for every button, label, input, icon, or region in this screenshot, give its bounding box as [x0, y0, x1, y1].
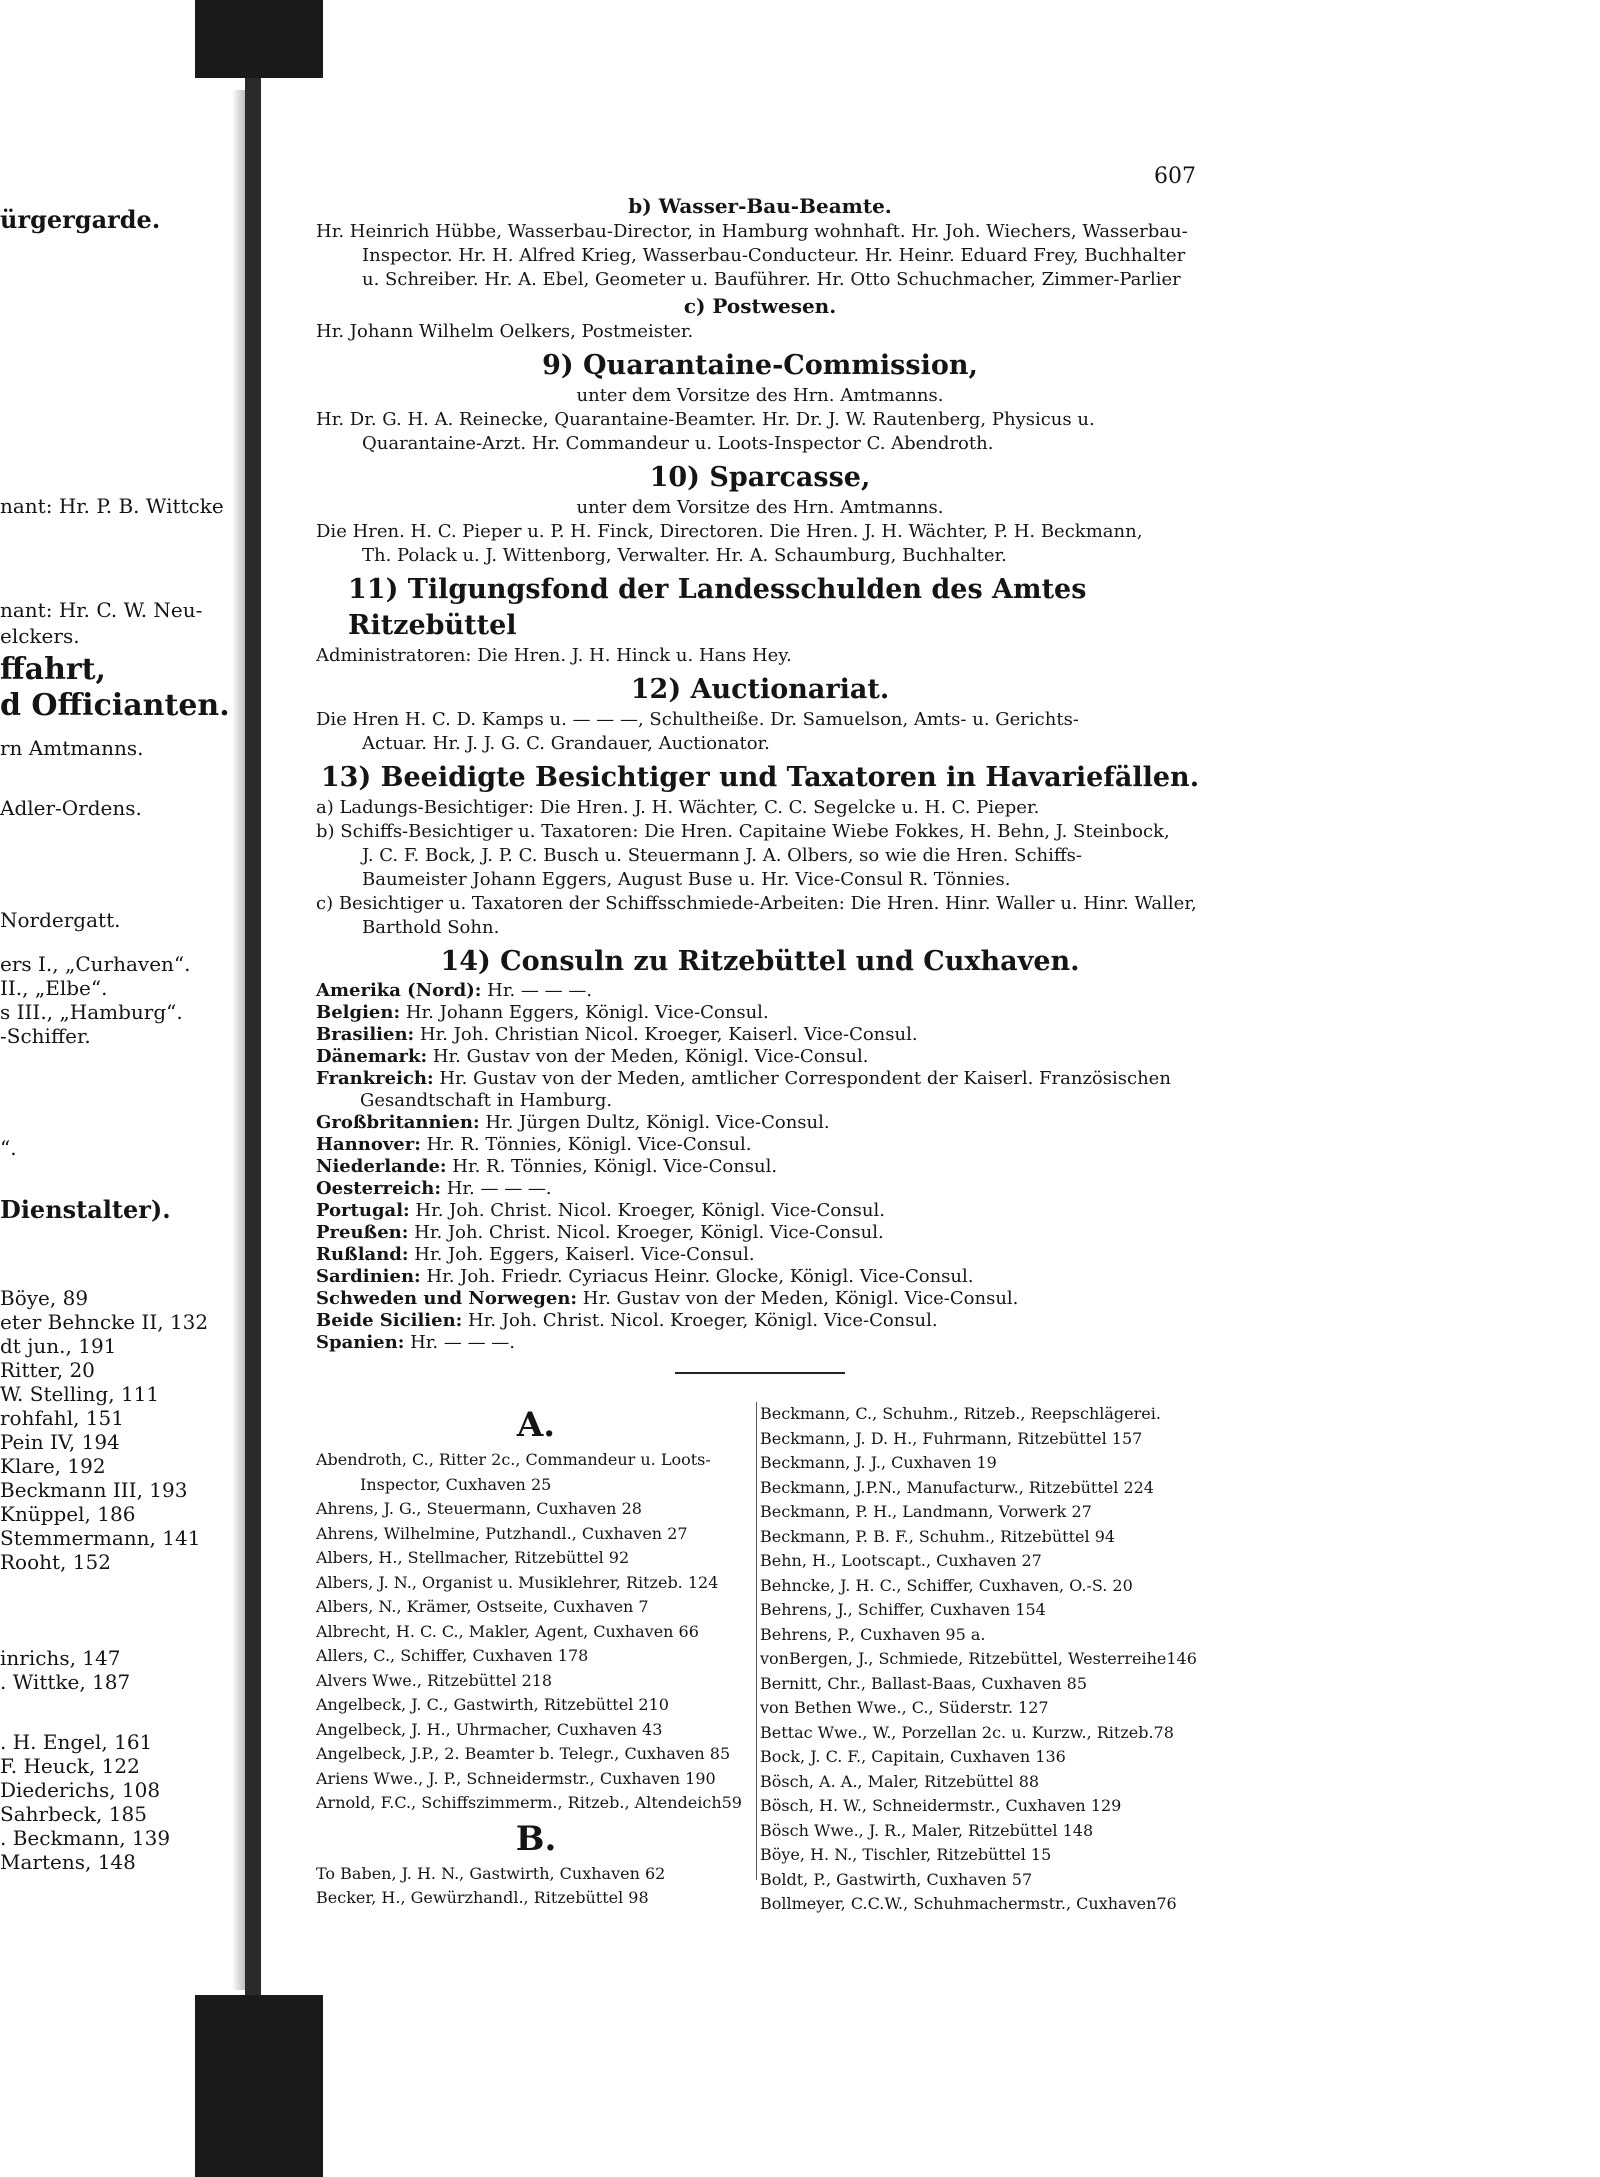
consul-country: Dänemark: — [316, 1046, 428, 1067]
register-entry: Ariens Wwe., J. P., Schneidermstr., Cuxhaven 190 — [316, 1768, 716, 1788]
consul-text: Hr. Joh. Christ. Nicol. Kroeger, Königl. Vice-Consul. — [462, 1310, 938, 1331]
text-line: Hr. Dr. G. H. A. Reinecke, Quarantaine-Beamter. Hr. Dr. J. W. Rautenberg, Physicus u. — [316, 409, 1095, 430]
consul-entry — [316, 1288, 1204, 1310]
fragment-line: “. — [0, 1136, 17, 1160]
register-entry: Albers, N., Krämer, Ostseite, Cuxhaven 7 — [316, 1597, 649, 1616]
register-entry: Bock, J. C. F., Capitain, Cuxhaven 136 — [760, 1747, 1066, 1766]
consul-entry — [316, 1310, 1204, 1332]
consul-entry — [316, 1002, 1204, 1024]
register-entry: Beckmann, P. B. F., Schuhm., Ritzebüttel 94 — [760, 1526, 1116, 1546]
register-entry: Inspector, Cuxhaven 25 — [360, 1474, 552, 1494]
consul-country: Portugal: — [316, 1200, 410, 1221]
consul-entry — [316, 1178, 1204, 1200]
fragment-line: Diederichs, 108 — [0, 1778, 161, 1802]
consul-country: Sardinien: — [316, 1266, 421, 1287]
register-entry: Angelbeck, J. H., Uhrmacher, Cuxhaven 43 — [316, 1719, 663, 1739]
register-column-right — [760, 1402, 1204, 1917]
fragment-line: Dienstalter). — [0, 1195, 171, 1224]
text-line: a) Ladungs-Besichtiger: Die Hren. J. H. Wächter, C. C. Segelcke u. H. C. Pieper. — [316, 797, 1040, 818]
fragment-line: rn Amtmanns. — [0, 736, 144, 760]
left-page-fragment — [0, 78, 232, 1995]
register-entry: Becker, H., Gewürzhandl., Ritzebüttel 98 — [316, 1888, 649, 1907]
consul-text: Hr. Joh. Eggers, Kaiserl. Vice-Consul. — [408, 1244, 755, 1265]
fragment-line: W. Stelling, 111 — [0, 1382, 160, 1406]
register-entry: Beckmann, J. D. H., Fuhrmann, Ritzebüttel 157 — [760, 1428, 1143, 1448]
fragment-line: Nordergatt. — [0, 908, 121, 932]
text-line: c) Besichtiger u. Taxatoren der Schiffsschmiede-Arbeiten: Die Hren. Hinr. Waller u. Hinr. Waller, — [316, 893, 1197, 914]
fragment-line: inrichs, 147 — [0, 1646, 121, 1670]
consul-text: Hr. Joh. Christ. Nicol. Kroeger, Königl. Vice-Consul. — [408, 1222, 884, 1243]
register-entry: Beckmann, C., Schuhm., Ritzeb., Reepschlägerei. — [760, 1404, 1161, 1423]
consul-text: Hr. Gustav von der Meden, Königl. Vice-Consul. — [577, 1288, 1019, 1309]
register-entry: Bösch, A. A., Maler, Ritzebüttel 88 — [760, 1771, 1040, 1791]
register-entry: Alvers Wwe., Ritzebüttel 218 — [316, 1670, 553, 1690]
consul-country: Brasilien: — [316, 1024, 415, 1045]
register-entry: Angelbeck, J.P., 2. Beamter b. Telegr., Cuxhaven 85 — [316, 1744, 731, 1763]
text-line: b) Schiffs-Besichtiger u. Taxatoren: Die Hren. Capitaine Wiebe Fokkes, H. Behn, J. Steinbock, — [316, 821, 1170, 842]
consul-list — [316, 980, 1204, 1354]
consul-entry — [316, 980, 1204, 1002]
register-entry: von Bethen Wwe., C., Süderstr. 127 — [760, 1698, 1049, 1717]
chair-note: unter dem Vorsitze des Hrn. Amtmanns. — [576, 497, 944, 518]
register-letter-b: B. — [515, 1818, 557, 1859]
section-heading-besichtiger: 13) Beeidigte Besichtiger und Taxatoren in Havariefällen. — [320, 762, 1200, 793]
register-entry: Arnold, F.C., Schiffszimmerm., Ritzeb., Altendeich59 — [316, 1793, 742, 1812]
fragment-line: d Officianten. — [0, 688, 230, 723]
book-gutter — [245, 78, 261, 1995]
consul-country: Rußland: — [316, 1244, 409, 1265]
consul-entry — [316, 1112, 1204, 1134]
register-entry: Bösch Wwe., J. R., Maler, Ritzebüttel 148 — [760, 1820, 1094, 1840]
fragment-line: ers I., „Curhaven“. — [0, 952, 191, 976]
register-entry: Angelbeck, J. C., Gastwirth, Ritzebüttel 210 — [316, 1695, 669, 1714]
register-entry: Bollmeyer, C.C.W., Schuhmachermstr., Cuxhaven76 — [760, 1894, 1177, 1913]
register-entry: Abendroth, C., Ritter 2c., Commandeur u. Loots- — [316, 1450, 711, 1469]
text-line: J. C. F. Bock, J. P. C. Busch u. Steuermann J. A. Olbers, so wie die Hren. Schiffs- — [362, 845, 1082, 866]
text-line: Actuar. Hr. J. J. G. C. Grandauer, Auctionator. — [362, 733, 770, 754]
consul-text: Hr. — — —. — [440, 1178, 552, 1199]
register-entry: Behrens, P., Cuxhaven 95 a. — [760, 1624, 986, 1644]
fragment-line: . Wittke, 187 — [0, 1670, 131, 1694]
consul-entry — [316, 1200, 1204, 1222]
consul-text: Hr. Jürgen Dultz, Königl. Vice-Consul. — [479, 1112, 830, 1133]
register-entry: Beckmann, J.P.N., Manufacturw., Ritzebüttel 224 — [760, 1477, 1154, 1497]
fragment-line: Pein IV, 194 — [0, 1430, 120, 1454]
fragment-line: Sahrbeck, 185 — [0, 1802, 147, 1826]
fragment-line: s III., „Hamburg“. — [0, 1000, 183, 1024]
consul-entry — [316, 1332, 1204, 1354]
fragment-line: Klare, 192 — [0, 1454, 106, 1478]
consul-entry — [316, 1090, 1204, 1112]
fragment-line: ffahrt, — [0, 652, 106, 687]
fragment-line: eter Behncke II, 132 — [0, 1310, 209, 1334]
register-entry: Behrens, J., Schiffer, Cuxhaven 154 — [760, 1600, 1046, 1619]
consul-country: Frankreich: — [316, 1068, 434, 1089]
consul-entry — [316, 1222, 1204, 1244]
register-entry: Ahrens, J. G., Steuermann, Cuxhaven 28 — [316, 1499, 642, 1518]
fragment-line: rohfahl, 151 — [0, 1406, 124, 1430]
register-entry: Bernitt, Chr., Ballast-Baas, Cuxhaven 85 — [760, 1673, 1088, 1693]
register-entry: Bösch, H. W., Schneidermstr., Cuxhaven 129 — [760, 1796, 1122, 1815]
text-line: Baumeister Johann Eggers, August Buse u. Hr. Vice-Consul R. Tönnies. — [362, 869, 1011, 890]
text-line: Die Hren. H. C. Pieper u. P. H. Finck, Directoren. Die Hren. J. H. Wächter, P. H. Beckmann, — [316, 521, 1143, 542]
register-entry: Behncke, J. H. C., Schiffer, Cuxhaven, O.-S. 20 — [760, 1575, 1133, 1595]
fragment-line: -Schiffer. — [0, 1024, 91, 1048]
consul-country: Großbritannien: — [316, 1112, 480, 1133]
fragment-line: II., „Elbe“. — [0, 976, 108, 1000]
consul-entry — [316, 1134, 1204, 1156]
consul-text: Hr. Johann Eggers, Königl. Vice-Consul. — [400, 1002, 769, 1023]
fragment-line: Beckmann III, 193 — [0, 1478, 188, 1502]
right-page-content — [316, 192, 1204, 1384]
register-entry: Beckmann, P. H., Landmann, Vorwerk 27 — [760, 1502, 1092, 1521]
fragment-line: F. Heuck, 122 — [0, 1754, 140, 1778]
register-letter-a: A. — [516, 1405, 556, 1445]
consul-country: Preußen: — [316, 1222, 409, 1243]
register-entry: vonBergen, J., Schmiede, Ritzebüttel, Westerreihe146 — [760, 1649, 1197, 1668]
register-entry: Albrecht, H. C. C., Makler, Agent, Cuxhaven 66 — [316, 1621, 699, 1641]
register-entry: Beckmann, J. J., Cuxhaven 19 — [760, 1453, 997, 1472]
consul-text: Hr. Gustav von der Meden, Königl. Vice-Consul. — [427, 1046, 869, 1067]
text-line: Hr. Johann Wilhelm Oelkers, Postmeister. — [316, 321, 694, 342]
section-heading-postwesen: c) Postwesen. — [683, 294, 837, 318]
fragment-line: ürgergarde. — [0, 205, 161, 234]
consul-text: Hr. R. Tönnies, Königl. Vice-Consul. — [446, 1156, 778, 1177]
register-entry: Behn, H., Lootscapt., Cuxhaven 27 — [760, 1551, 1042, 1570]
section-divider — [675, 1372, 845, 1374]
consul-text: Hr. Joh. Christian Nicol. Kroeger, Kaiserl. Vice-Consul. — [414, 1024, 918, 1045]
register-entry: Bettac Wwe., W., Porzellan 2c. u. Kurzw., Ritzeb.78 — [760, 1722, 1174, 1742]
consul-entry — [316, 1266, 1204, 1288]
section-heading-sparcasse: 10) Sparcasse, — [649, 462, 871, 493]
register-entry: Allers, C., Schiffer, Cuxhaven 178 — [316, 1646, 589, 1665]
section-heading-auctionariat: 12) Auctionariat. — [630, 674, 890, 705]
fragment-line: Ritter, 20 — [0, 1358, 95, 1382]
register-entry: To Baben, J. H. N., Gastwirth, Cuxhaven 62 — [316, 1863, 666, 1883]
consul-entry — [316, 1156, 1204, 1178]
register-entry: Ahrens, Wilhelmine, Putzhandl., Cuxhaven 27 — [316, 1523, 688, 1543]
register-entry: Albers, H., Stellmacher, Ritzebüttel 92 — [316, 1548, 630, 1567]
consul-entry — [316, 1068, 1204, 1090]
consul-text: Hr. Gustav von der Meden, amtlicher Correspondent der Kaiserl. Französischen — [433, 1068, 1171, 1089]
register-entry: Boldt, P., Gastwirth, Cuxhaven 57 — [760, 1869, 1033, 1889]
page-number: 607 — [1154, 164, 1196, 189]
register-entry: Böye, H. N., Tischler, Ritzebüttel 15 — [760, 1845, 1052, 1864]
text-line: Quarantaine-Arzt. Hr. Commandeur u. Loots-Inspector C. Abendroth. — [362, 433, 994, 454]
section-heading-consuln: 14) Consuln zu Ritzebüttel und Cuxhaven. — [440, 946, 1080, 977]
fragment-line: . H. Engel, 161 — [0, 1730, 153, 1754]
fragment-line: . Beckmann, 139 — [0, 1826, 171, 1850]
register-entry: Albers, J. N., Organist u. Musiklehrer, Ritzeb. 124 — [316, 1572, 719, 1592]
consul-entry — [316, 1024, 1204, 1046]
section-heading-quarantaine: 9) Quarantaine-Commission, — [542, 350, 978, 381]
text-line: Hr. Heinrich Hübbe, Wasserbau-Director, in Hamburg wohnhaft. Hr. Joh. Wiechers, Wasserbau- — [316, 221, 1188, 242]
fragment-line: Knüppel, 186 — [0, 1502, 136, 1526]
text-line: Administratoren: Die Hren. J. H. Hinck u. Hans Hey. — [316, 645, 792, 666]
consul-country: Schweden und Norwegen: — [316, 1288, 578, 1309]
column-divider — [756, 1402, 757, 1880]
consul-country: Niederlande: — [316, 1156, 447, 1177]
consul-entry — [316, 1244, 1204, 1266]
fragment-line: dt jun., 191 — [0, 1334, 117, 1358]
consul-text: Hr. R. Tönnies, Königl. Vice-Consul. — [420, 1134, 752, 1155]
fragment-line: Martens, 148 — [0, 1850, 136, 1874]
scan-border-top — [195, 0, 323, 78]
fragment-line: nant: Hr. C. W. Neu- — [0, 598, 203, 622]
fragment-line: Rooht, 152 — [0, 1550, 111, 1574]
consul-entry — [316, 1046, 1204, 1068]
gutter-shadow — [232, 90, 245, 1990]
text-line: Inspector. Hr. H. Alfred Krieg, Wasserbau-Conducteur. Hr. Heinr. Eduard Frey, Buchhalter — [362, 245, 1186, 266]
consul-country: Beide Sicilien: — [316, 1310, 463, 1331]
consul-text: Hr. — — —. — [481, 980, 593, 1001]
register-column-left — [316, 1402, 756, 1911]
fragment-line: nant: Hr. P. B. Wittcke — [0, 494, 224, 518]
consul-text: Hr. — — —. — [404, 1332, 516, 1353]
consul-country: Amerika (Nord): — [316, 980, 482, 1001]
consul-text: Hr. Joh. Friedr. Cyriacus Heinr. Glocke, Königl. Vice-Consul. — [420, 1266, 974, 1287]
fragment-line: Adler-Ordens. — [0, 796, 142, 820]
fragment-line: Böye, 89 — [0, 1286, 89, 1310]
text-line: Barthold Sohn. — [362, 917, 500, 938]
text-line: u. Schreiber. Hr. A. Ebel, Geometer u. Bauführer. Hr. Otto Schuchmacher, Zimmer-Parlier — [362, 269, 1181, 290]
consul-text: Hr. Joh. Christ. Nicol. Kroeger, Königl. Vice-Consul. — [409, 1200, 885, 1221]
text-line: Die Hren H. C. D. Kamps u. — — —, Schultheiße. Dr. Samuelson, Amts- u. Gerichts- — [316, 709, 1079, 730]
consul-country: Hannover: — [316, 1134, 421, 1155]
consul-country: Oesterreich: — [316, 1178, 441, 1199]
scan-border-bottom — [195, 1995, 323, 2177]
consul-country: Spanien: — [316, 1332, 405, 1353]
section-heading-tilgungsfond: 11) Tilgungsfond der Landesschulden des Amtes Ritzebüttel — [348, 574, 1087, 641]
text-line: Th. Polack u. J. Wittenborg, Verwalter. Hr. A. Schaumburg, Buchhalter. — [362, 545, 1007, 566]
fragment-line: elckers. — [0, 624, 80, 648]
consul-country: Belgien: — [316, 1002, 401, 1023]
fragment-line: Stemmermann, 141 — [0, 1526, 201, 1550]
chair-note: unter dem Vorsitze des Hrn. Amtmanns. — [576, 385, 944, 406]
section-heading-wasserbau: b) Wasser-Bau-Beamte. — [628, 194, 892, 218]
consul-text: Gesandtschaft in Hamburg. — [360, 1090, 613, 1111]
